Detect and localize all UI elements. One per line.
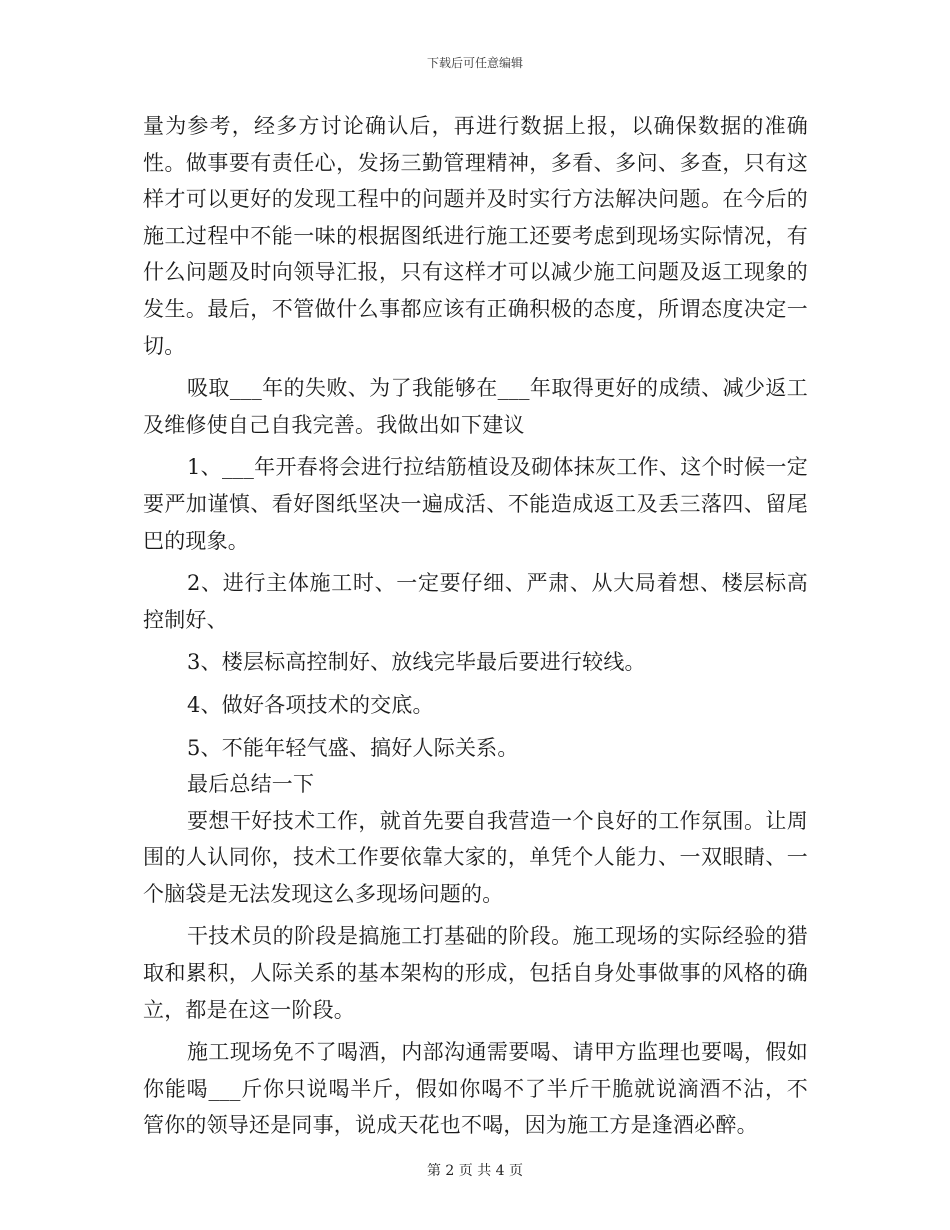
- paragraph-summary-heading: 最后总结一下: [187, 772, 315, 797]
- paragraph-drinking: 施工现场免不了喝酒，内部沟通需要喝、请甲方监理也要喝，假如你能喝___斤你只说喝半斤，假如你喝不了半斤干脆就说滴酒不沾，不管你的领导还是同事，说成天花也不喝，因为施工方是逢酒必醉。: [143, 1040, 808, 1138]
- paragraph-work-atmosphere: 要想干好技术工作，就首先要自我营造一个良好的工作氛围。让周围的人认同你，技术工作要依靠大家的，单凭个人能力、一双眼睛、一个脑袋是无法发现这么多现场问题的。: [143, 808, 808, 906]
- paragraph-suggestion-2: 2、进行主体施工时、一定要仔细、严肃、从大局着想、楼层标高控制好、: [143, 571, 808, 632]
- paragraph-data-report-conclusion: 量为参考，经多方讨论确认后，再进行数据上报，以确保数据的准确性。做事要有责任心，发扬三勤管理精神，多看、多问、多查，只有这样才可以更好的发现工程中的问题并及时实行方法解决问题。在今后的施工过程中不能一味的根据图纸进行施工还要考虑到现场实际情况，有什么问题及时向领导汇报，只有这样才可以减少施工问题及返工现象的发生。最后，不管做什么事都应该有正确积极的态度，所谓态度决定一切。: [143, 114, 808, 358]
- paragraph-suggestion-5: 5、不能年轻气盛、搞好人际关系。: [187, 735, 519, 760]
- page-header: 下载后可任意编辑: [426, 56, 523, 70]
- page-number-footer: 第 2 页 共 4 页: [426, 1163, 524, 1179]
- paragraph-suggestion-3: 3、楼层标高控制好、放线完毕最后要进行较线。: [187, 650, 646, 675]
- paragraph-suggestion-4: 4、做好各项技术的交底。: [187, 692, 434, 717]
- paragraph-technician-stage: 干技术员的阶段是搞施工打基础的阶段。施工现场的实际经验的猎取和累积，人际关系的基本架构的形成，包括自身处事做事的风格的确立，都是在这一阶段。: [143, 924, 808, 1022]
- document-body: [143, 108, 808, 1144]
- paragraph-suggestion-1: 1、___年开春将会进行拉结筋植设及砌体抹灰工作、这个时候一定要严加谨慎、看好图纸坚决一遍成活、不能造成返工及丢三落四、留尾巴的现象。: [143, 455, 808, 553]
- paragraph-suggestions-intro: 吸取___年的失败、为了我能够在___年取得更好的成绩、减少返工及维修使自己自我完善。我做出如下建议: [143, 376, 808, 437]
